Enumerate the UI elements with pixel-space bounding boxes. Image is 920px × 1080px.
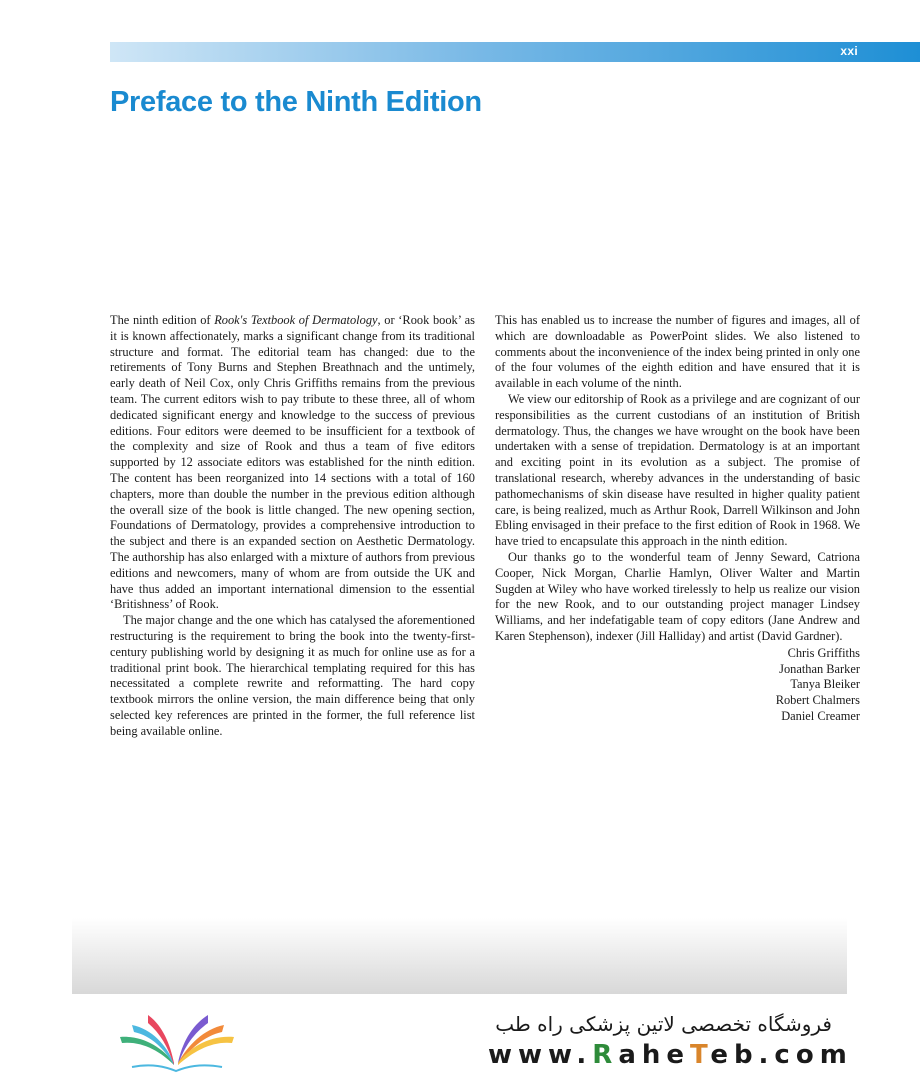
signature-name: Chris Griffiths xyxy=(787,645,860,660)
paragraph-3: This has enabled us to increase the number of figures and images, all of which are downloadable as PowerPoint slides. We also listened to comments about the inconvenience of the index being printed in only one of the four volumes of the eighth edition and have ensured that it is available in each volume of the ninth. xyxy=(495,313,860,391)
left-column xyxy=(110,313,475,740)
store-name-persian: فروشگاه تخصصی لاتین پزشکی راه طب xyxy=(495,1012,832,1036)
book-title-italic: Rook's Textbook of Dermatology xyxy=(214,313,378,327)
paragraph-5: Our thanks go to the wonderful team of Jenny Seward, Catriona Cooper, Nick Morgan, Charlie Hamlyn, Oliver Walter and Martin Sugden at Wiley who have worked tirelessly to help us realize our vision for the new Rook, and to our outstanding project manager Lindsey Williams, and her indefatigable team of copy editors (Jane Andrew and Karen Stephenson), indexer (Jill Halliday) and artist (David Gardner). xyxy=(495,549,860,643)
open-book-logo-icon xyxy=(112,1005,242,1075)
signature-name: Daniel Creamer xyxy=(781,708,860,723)
paragraph-2: The major change and the one which has catalysed the aforementioned restructuring is the requirement to bring the book into the twenty-first-century publishing world by designing it as much for online use as for a traditional print book. The hierarchical templating required for this has necessitated a complete rewrite and reformatting. The hard copy textbook mirrors the online version, the main difference being that only selected key references are printed in the former, the full reference list being available online. xyxy=(110,613,475,738)
store-url[interactable]: www.RaheTeb.com xyxy=(488,1040,853,1070)
signature-name: Tanya Bleiker xyxy=(790,677,860,692)
page-number: xxi xyxy=(840,44,858,58)
signature-list xyxy=(495,646,860,725)
page-title: Preface to the Ninth Edition xyxy=(110,86,482,118)
signature-name: Robert Chalmers xyxy=(775,693,860,708)
footer-fade xyxy=(72,918,847,994)
signature-name: Jonathan Barker xyxy=(779,661,860,676)
paragraph-4: We view our editorship of Rook as a privilege and are cognizant of our responsibilities as the current custodians of an institution of British dermatology. Thus, the changes we have wrought on the book have been undertaken with a sense of trepidation. Dermatology is at an important and exciting point in its evolution as a subject. The promise of translational research, whereby advances in the understanding of basic pathomechanisms of skin disease have resulted in higher quality patient care, is being realized, much as Arthur Rook, Darrell Wilkinson and John Ebling envisaged in their preface to the first edition of Rook in 1968. We have tried to encapsulate this approach in the ninth edition. xyxy=(495,391,860,549)
paragraph-1: The ninth edition of Rook's Textbook of Dermatology, or ‘Rook book’ as it is known affectionately, marks a significant change from its traditional structure and format. The editorial team has changed: due to the retirements of Tony Burns and Stephen Breathnach and the untimely, early death of Neil Cox, only Chris Griffiths remains from the previous team. The current editors wish to pay tribute to these three, all of whom dedicated significant energy and knowledge to the success of previous editions. Four editors were deemed to be insufficient for a textbook of the complexity and size of Rook and thus a team of five editors supported by 12 associate editors was established for the ninth edition. The content has been reorganized into 14 sections with a total of 160 chapters, more than double the number in the previous edition although the overall size of the book is little changed. The new opening section, Foundations of Dermatology, provides a comprehensive introduction to the subject and there is an expanded section on Aesthetic Dermatology. The authorship has also enlarged with a mixture of authors from previous editions and newcomers, many of whom are from outside the UK and have thus added an important international dimension to the essential ‘Britishness’ of Rook. xyxy=(110,313,475,612)
header-bar xyxy=(110,42,920,62)
right-column xyxy=(495,313,860,725)
